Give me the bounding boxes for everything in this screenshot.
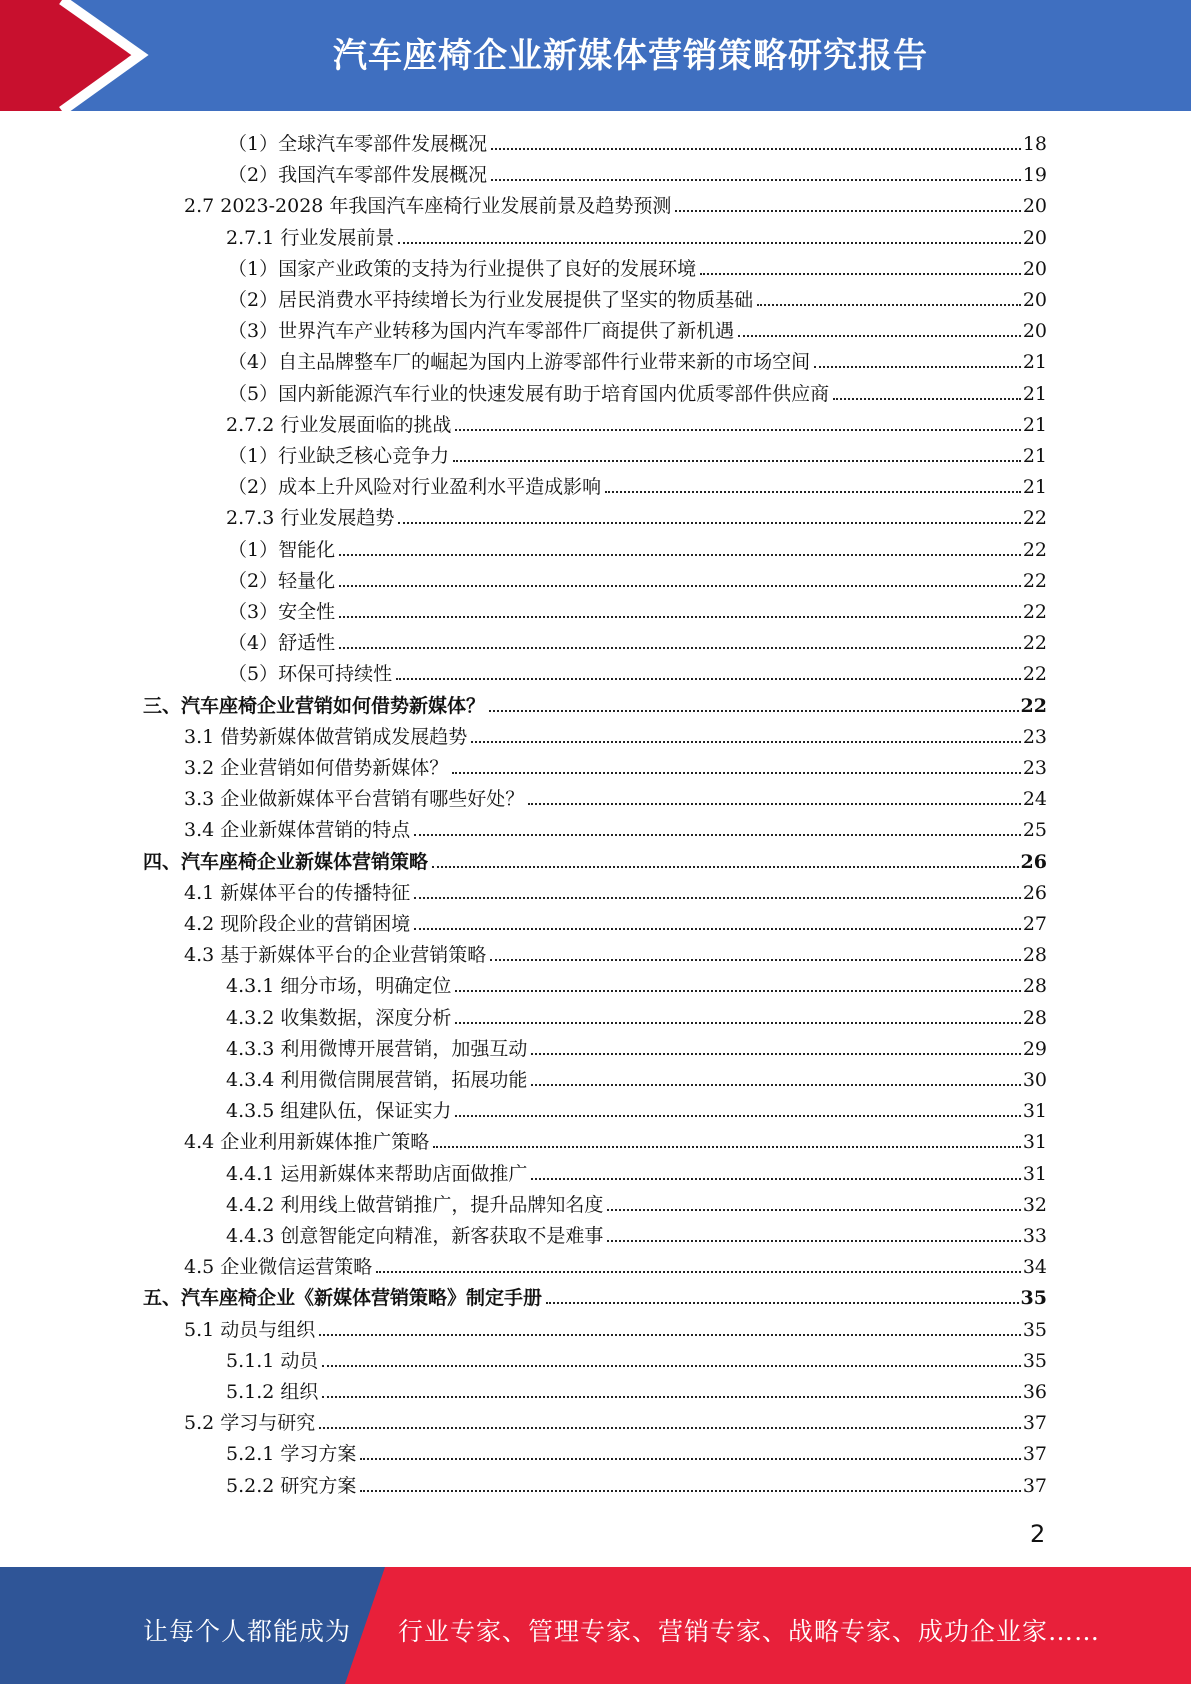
toc-entry-page: 37 <box>1022 1443 1047 1466</box>
toc-entry-title: 4.4.1 运用新媒体来帮助店面做推广 <box>226 1162 528 1185</box>
toc-entry-title: 4.3.1 细分市场，明确定位 <box>226 975 452 998</box>
page-footer <box>0 1567 1191 1684</box>
toc-dot-leader <box>757 304 1021 306</box>
toc-entry-page: 34 <box>1022 1256 1047 1279</box>
toc-entry-title: 4.5 企业微信运营策略 <box>184 1256 373 1279</box>
toc-entry-title: （2）轻量化 <box>228 569 336 592</box>
toc-entry[interactable] <box>184 1311 1047 1342</box>
toc-entry-title: 三、汽车座椅企业营销如何借势新媒体？ <box>143 694 486 717</box>
toc-entry-page: 32 <box>1022 1193 1047 1216</box>
toc-entry[interactable] <box>228 375 1047 406</box>
toc-dot-leader <box>531 1084 1020 1086</box>
toc-dot-leader <box>360 1458 1020 1460</box>
toc-entry[interactable] <box>184 874 1047 905</box>
toc-entry-page: 22 <box>1022 538 1047 561</box>
toc-entry-page: 21 <box>1022 445 1047 467</box>
toc-entry-page: 21 <box>1022 476 1047 499</box>
toc-entry[interactable] <box>226 1373 1047 1404</box>
toc-dot-leader <box>491 148 1021 150</box>
toc-entry[interactable] <box>143 843 1047 874</box>
toc-entry-page: 21 <box>1022 351 1047 374</box>
toc-entry[interactable] <box>226 406 1047 437</box>
toc-entry[interactable] <box>184 780 1047 811</box>
report-title: 汽车座椅企业新媒体营销策略研究报告 <box>333 36 928 76</box>
toc-dot-leader <box>531 1053 1020 1055</box>
toc-entry-page: 22 <box>1020 694 1047 717</box>
toc-entry[interactable] <box>228 437 1047 468</box>
toc-entry-page: 20 <box>1022 195 1047 218</box>
toc-entry-title: （1）行业缺乏核心竞争力 <box>228 445 450 467</box>
toc-entry-page: 31 <box>1022 1131 1047 1154</box>
toc-dot-leader <box>360 1490 1020 1492</box>
toc-entry-page: 29 <box>1022 1037 1047 1060</box>
toc-dot-leader <box>607 1240 1020 1242</box>
toc-entry-title: 5.1 动员与组织 <box>184 1318 316 1341</box>
toc-entry[interactable] <box>143 1279 1047 1310</box>
toc-dot-leader <box>322 1365 1020 1367</box>
toc-entry-page: 30 <box>1022 1069 1047 1091</box>
toc-entry[interactable] <box>228 250 1047 281</box>
toc-dot-leader <box>339 585 1021 587</box>
toc-entry-page: 26 <box>1020 850 1047 873</box>
toc-entry-page: 28 <box>1022 944 1047 967</box>
toc-entry[interactable] <box>228 312 1047 343</box>
toc-dot-leader <box>319 1427 1021 1429</box>
toc-entry-title: 3.4 企业新媒体营销的特点 <box>184 819 411 842</box>
toc-dot-leader <box>414 897 1021 899</box>
toc-entry-title: （3）安全性 <box>228 601 336 623</box>
toc-entry-page: 19 <box>1022 164 1047 187</box>
toc-entry-page: 35 <box>1022 1349 1047 1372</box>
toc-dot-leader <box>455 990 1020 992</box>
toc-entry-title: 3.3 企业做新媒体平台营销有哪些好处？ <box>184 788 525 811</box>
toc-dot-leader <box>491 179 1021 181</box>
toc-entry[interactable] <box>228 624 1047 655</box>
toc-dot-leader <box>738 335 1021 337</box>
toc-entry-title: （1）国家产业政策的支持为行业提供了良好的发展环境 <box>228 257 697 280</box>
toc-entry[interactable] <box>184 718 1047 749</box>
toc-dot-leader <box>339 554 1021 556</box>
toc-entry[interactable] <box>226 1092 1047 1123</box>
toc-entry-title: 4.4.3 创意智能定向精准，新客获取不是难事 <box>226 1225 604 1247</box>
toc-entry-title: 4.4 企业利用新媒体推广策略 <box>184 1131 430 1154</box>
toc-entry-page: 31 <box>1022 1100 1047 1123</box>
toc-dot-leader <box>531 1178 1020 1180</box>
toc-entry[interactable] <box>226 1155 1047 1186</box>
page-header <box>0 0 1191 111</box>
toc-dot-leader <box>339 647 1021 649</box>
toc-entry-title: （3）世界汽车产业转移为国内汽车零部件厂商提供了新机遇 <box>228 320 735 343</box>
toc-entry-page: 26 <box>1022 881 1047 904</box>
toc-entry-title: 3.1 借势新媒体做营销成发展趋势 <box>184 725 468 748</box>
toc-entry[interactable] <box>184 1404 1047 1435</box>
toc-dot-leader <box>700 273 1021 275</box>
toc-entry[interactable] <box>184 1248 1047 1279</box>
footer-slogan-left: 让每个人都能成为 <box>143 1617 352 1646</box>
toc-entry-title: 4.3.2 收集数据，深度分析 <box>226 1006 452 1029</box>
toc-dot-leader <box>455 1022 1020 1024</box>
toc-entry-page: 31 <box>1022 1162 1047 1185</box>
toc-dot-leader <box>605 491 1021 493</box>
toc-entry-title: 5.1.2 组织 <box>226 1381 319 1403</box>
toc-entry-title: 4.3.5 组建队伍，保证实力 <box>226 1100 452 1123</box>
toc-entry[interactable] <box>184 749 1047 780</box>
toc-dot-leader <box>322 1396 1020 1398</box>
toc-entry-title: 四、汽车座椅企业新媒体营销策略 <box>143 850 429 873</box>
toc-entry-title: 3.2 企业营销如何借势新媒体？ <box>184 757 449 779</box>
toc-entry-page: 25 <box>1022 819 1047 842</box>
toc-entry[interactable] <box>228 281 1047 312</box>
toc-entry-title: （4）自主品牌整车厂的崛起为国内上游零部件行业带来新的市场空间 <box>228 351 811 374</box>
toc-dot-leader <box>396 678 1021 680</box>
toc-dot-leader <box>432 866 1019 868</box>
toc-entry-title: 2.7.3 行业发展趋势 <box>226 507 395 530</box>
toc-dot-leader <box>455 429 1020 431</box>
toc-entry-title: 5.2.2 研究方案 <box>226 1474 357 1497</box>
toc-entry-title: （5）环保可持续性 <box>228 663 393 686</box>
toc-entry[interactable] <box>228 156 1047 187</box>
toc-entry[interactable] <box>228 655 1047 686</box>
toc-entry[interactable] <box>226 967 1047 998</box>
toc-dot-leader <box>528 803 1021 805</box>
toc-entry[interactable] <box>228 593 1047 624</box>
toc-dot-leader <box>433 1146 1021 1148</box>
toc-dot-leader <box>455 1115 1020 1117</box>
toc-dot-leader <box>814 366 1021 368</box>
toc-dot-leader <box>489 710 1019 712</box>
toc-entry[interactable] <box>226 1186 1047 1217</box>
toc-entry-title: （2）成本上升风险对行业盈利水平造成影响 <box>228 476 602 499</box>
toc-entry-page: 20 <box>1022 257 1047 280</box>
toc-entry[interactable] <box>184 936 1047 967</box>
toc-entry[interactable] <box>226 1342 1047 1373</box>
toc-entry-page: 37 <box>1022 1474 1047 1497</box>
toc-dot-leader <box>833 398 1021 400</box>
toc-entry-title: （5）国内新能源汽车行业的快速发展有助于培育国内优质零部件供应商 <box>228 382 830 405</box>
toc-dot-leader <box>414 834 1021 836</box>
toc-entry[interactable] <box>226 1435 1047 1466</box>
toc-entry-page: 22 <box>1022 663 1047 686</box>
toc-entry[interactable] <box>226 499 1047 530</box>
toc-entry-page: 27 <box>1022 913 1047 935</box>
toc-entry-page: 36 <box>1022 1381 1047 1403</box>
toc-entry[interactable] <box>228 562 1047 593</box>
toc-entry-title: （2）我国汽车零部件发展概况 <box>228 164 488 187</box>
toc-entry[interactable] <box>226 999 1047 1030</box>
toc-entry-title: 五、汽车座椅企业《新媒体营销策略》制定手册 <box>143 1287 543 1310</box>
toc-entry[interactable] <box>228 468 1047 499</box>
toc-entry[interactable] <box>226 1061 1047 1092</box>
toc-dot-leader <box>546 1302 1019 1304</box>
toc-entry-page: 20 <box>1022 320 1047 343</box>
toc-entry-page: 24 <box>1022 788 1047 811</box>
toc-dot-leader <box>452 772 1021 774</box>
toc-dot-leader <box>607 1209 1020 1211</box>
toc-entry-title: 2.7.1 行业发展前景 <box>226 226 395 249</box>
toc-dot-leader <box>319 1334 1021 1336</box>
toc-entry-title: 4.1 新媒体平台的传播特征 <box>184 881 411 904</box>
toc-entry-title: 5.2 学习与研究 <box>184 1412 316 1435</box>
page-number: 2 <box>1030 1520 1046 1548</box>
toc-entry[interactable] <box>228 343 1047 374</box>
toc-entry[interactable] <box>226 1030 1047 1061</box>
toc-entry-page: 33 <box>1022 1225 1047 1247</box>
toc-entry[interactable] <box>143 687 1047 718</box>
toc-entry-page: 35 <box>1020 1287 1047 1310</box>
toc-entry-page: 21 <box>1022 413 1047 436</box>
toc-dot-leader <box>471 741 1021 743</box>
toc-entry-page: 23 <box>1022 725 1047 748</box>
toc-entry-title: 4.3.3 利用微博开展营销，加强互动 <box>226 1037 528 1060</box>
toc-entry-page: 22 <box>1022 632 1047 655</box>
toc-entry-page: 20 <box>1022 289 1047 311</box>
footer-slogan-right: 行业专家、管理专家、营销专家、战略专家、成功企业家…… <box>398 1617 1101 1646</box>
toc-entry[interactable] <box>184 187 1047 218</box>
toc-dot-leader <box>339 616 1021 618</box>
toc-entry-title: 4.2 现阶段企业的营销困境 <box>184 913 411 935</box>
toc-dot-leader <box>453 460 1021 462</box>
toc-entry-title: 4.3.4 利用微信開展营销，拓展功能 <box>226 1069 528 1091</box>
toc-entry-title: 2.7 2023-2028 年我国汽车座椅行业发展前景及趋势预测 <box>184 195 672 218</box>
toc-entry-page: 23 <box>1022 757 1047 779</box>
toc-entry[interactable] <box>184 905 1047 936</box>
toc-entry[interactable] <box>228 125 1047 156</box>
toc-entry-page: 28 <box>1022 1006 1047 1029</box>
toc-entry-title: （4）舒适性 <box>228 632 336 655</box>
toc-entry-page: 37 <box>1022 1412 1047 1435</box>
toc-entry-page: 20 <box>1022 226 1047 249</box>
toc-entry-title: （2）居民消费水平持续增长为行业发展提供了坚实的物质基础 <box>228 289 754 311</box>
toc-entry-page: 21 <box>1022 382 1047 405</box>
toc-entry-title: （1）全球汽车零部件发展概况 <box>228 133 488 155</box>
toc-entry-page: 22 <box>1022 569 1047 592</box>
toc-entry-title: 4.4.2 利用线上做营销推广，提升品牌知名度 <box>226 1193 604 1216</box>
toc-entry[interactable] <box>228 531 1047 562</box>
toc-entry-title: 2.7.2 行业发展面临的挑战 <box>226 413 452 436</box>
toc-dot-leader <box>414 928 1021 930</box>
toc-dot-leader <box>376 1271 1021 1273</box>
toc-entry[interactable] <box>226 219 1047 250</box>
toc-entry-title: 5.1.1 动员 <box>226 1349 319 1372</box>
toc-entry[interactable] <box>184 811 1047 842</box>
toc-dot-leader <box>675 210 1020 212</box>
toc-entry[interactable] <box>184 1123 1047 1154</box>
toc-dot-leader <box>490 959 1021 961</box>
toc-dot-leader <box>398 242 1020 244</box>
toc-entry-page: 35 <box>1022 1318 1047 1341</box>
toc-entry-title: （1）智能化 <box>228 538 336 561</box>
toc-entry-page: 22 <box>1022 601 1047 623</box>
toc-dot-leader <box>398 522 1020 524</box>
toc-entry-title: 5.2.1 学习方案 <box>226 1443 357 1466</box>
toc-entry-page: 18 <box>1022 133 1047 155</box>
toc-entry-title: 4.3 基于新媒体平台的企业营销策略 <box>184 944 487 967</box>
toc-entry[interactable] <box>226 1217 1047 1248</box>
toc-entry-page: 22 <box>1022 507 1047 530</box>
toc-entry[interactable] <box>226 1467 1047 1498</box>
toc-entry-page: 28 <box>1022 975 1047 998</box>
